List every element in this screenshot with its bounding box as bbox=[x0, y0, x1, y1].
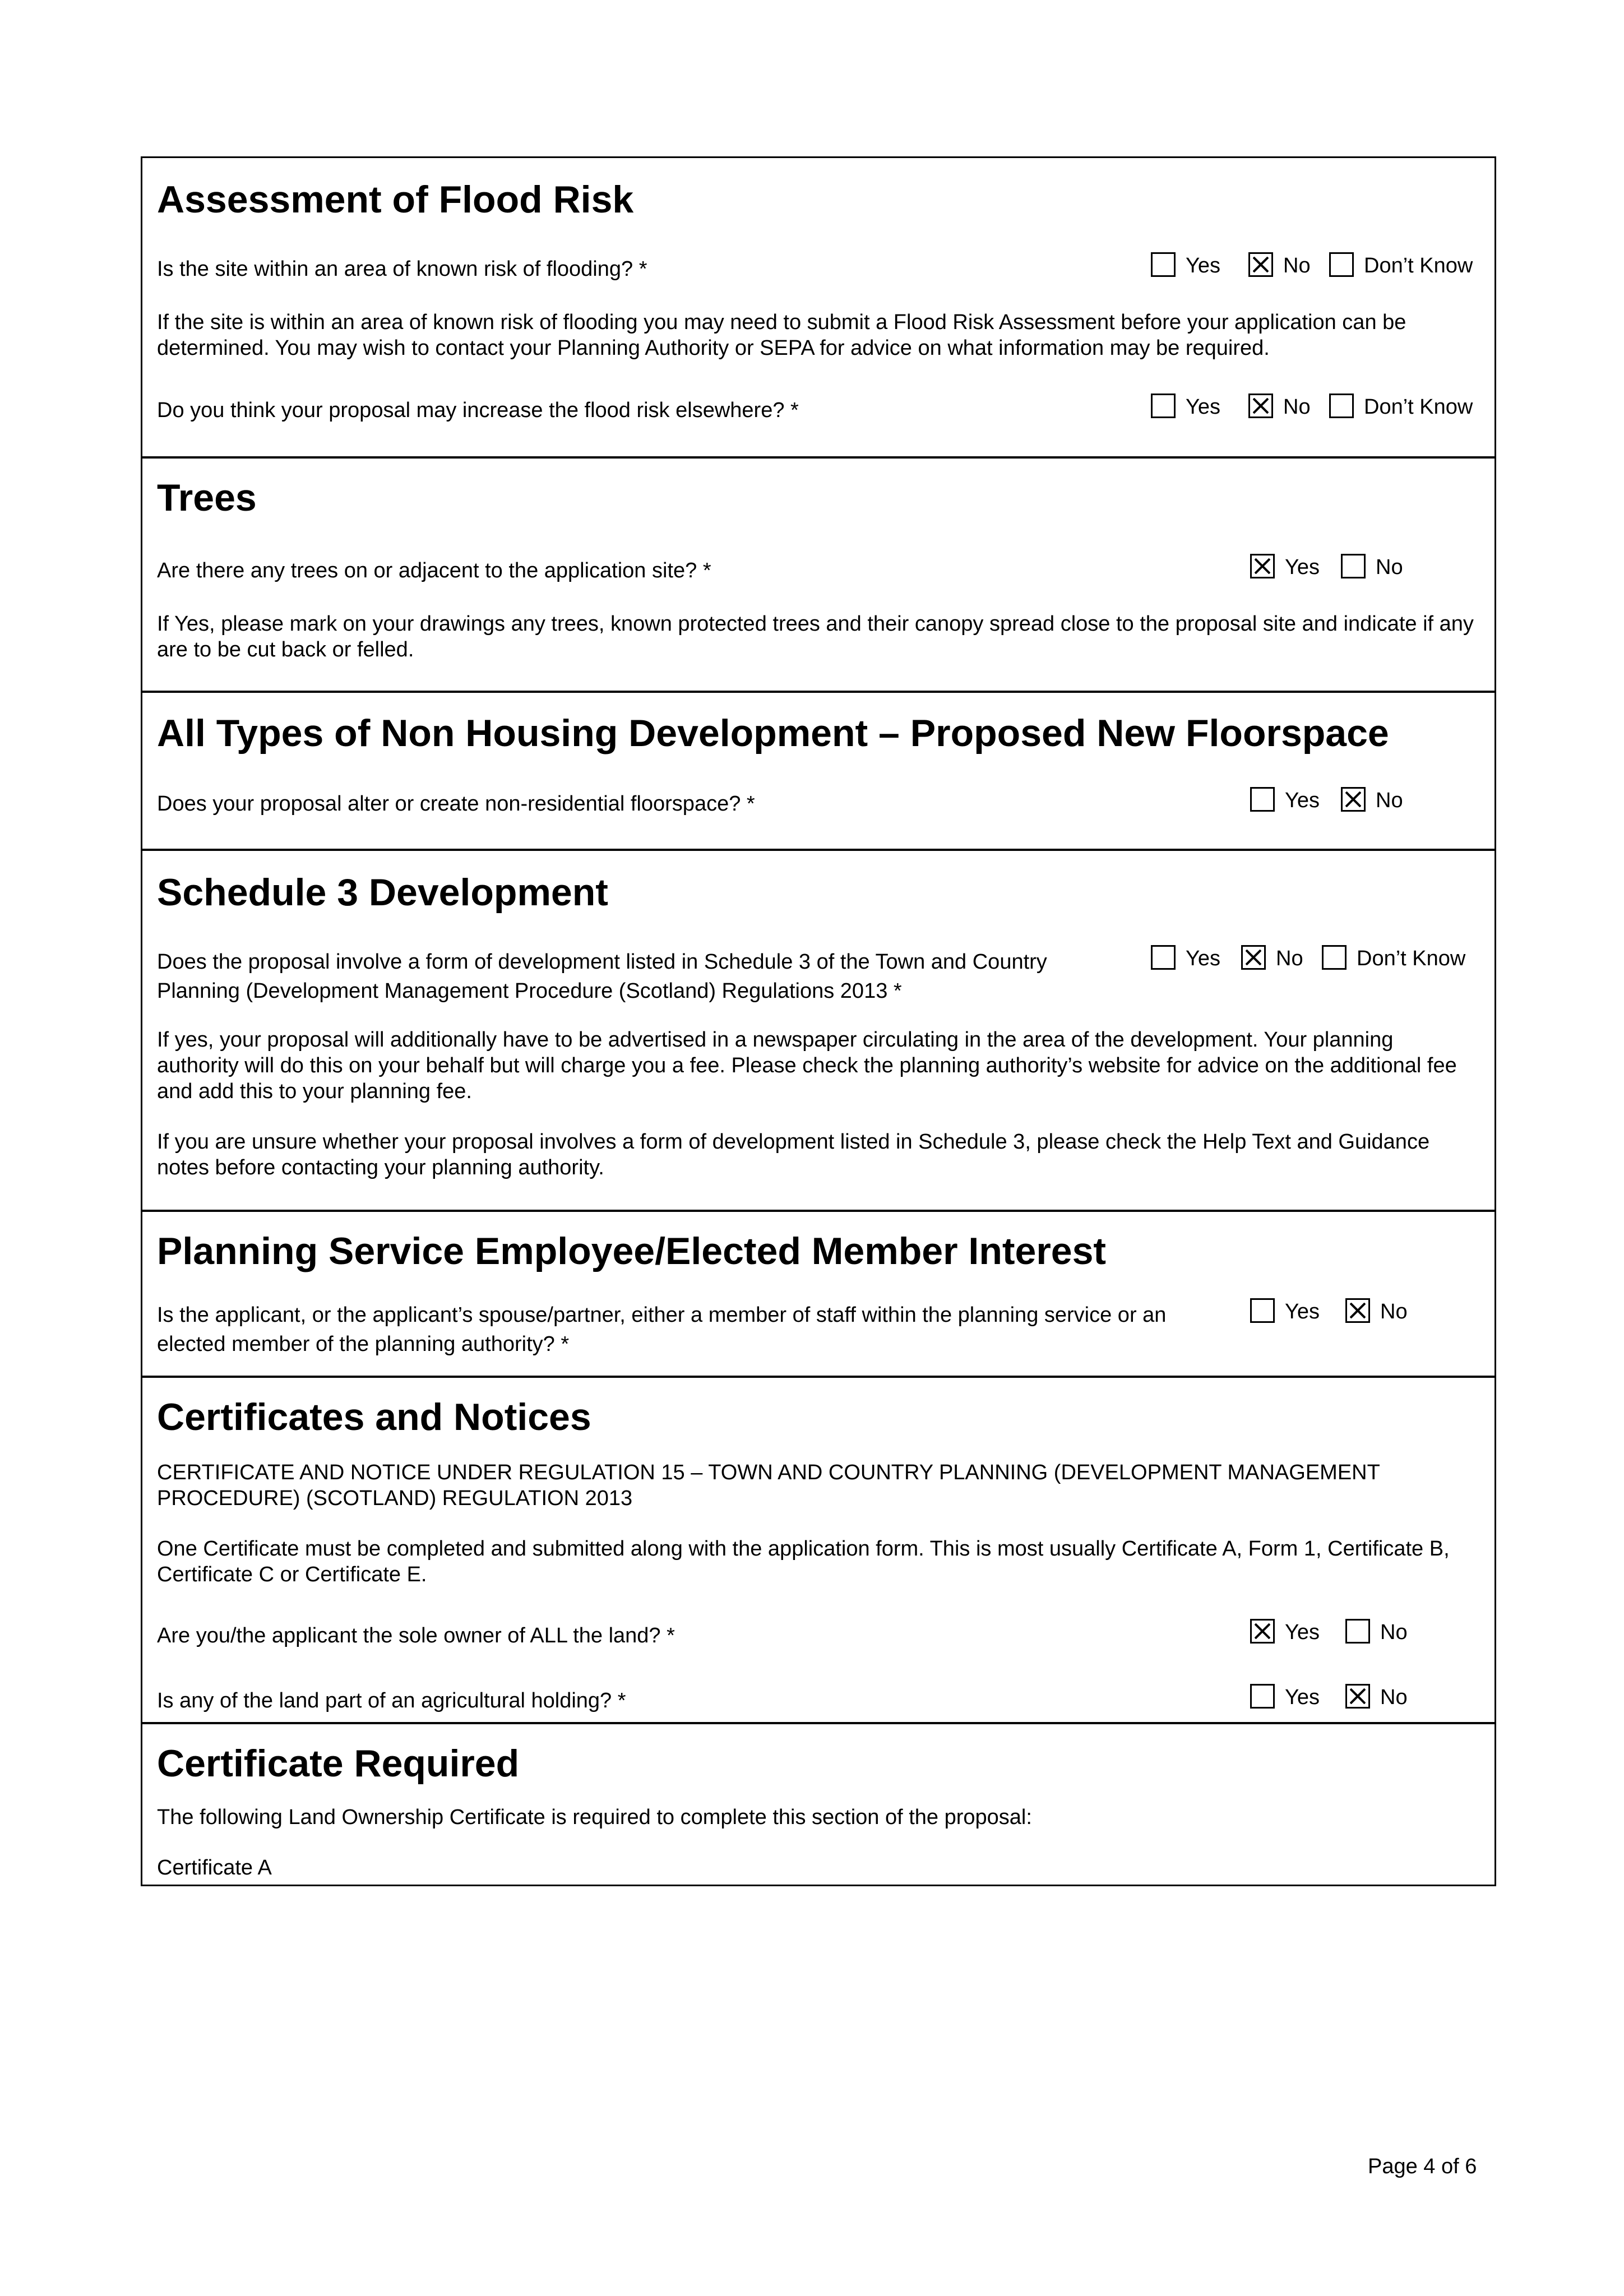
checkbox-no-checked[interactable] bbox=[1241, 945, 1266, 970]
option-no[interactable]: No bbox=[1241, 945, 1303, 970]
checkbox-yes[interactable] bbox=[1151, 252, 1176, 277]
option-yes[interactable]: Yes bbox=[1250, 1619, 1320, 1644]
section-title: All Types of Non Housing Development – Proposed New Floorspace bbox=[157, 712, 1389, 754]
checkbox-yes[interactable] bbox=[1250, 1684, 1275, 1709]
option-yes[interactable]: Yes bbox=[1151, 394, 1220, 418]
schedule-3-note-advertising: If yes, your proposal will additionally have to be advertised in a newspaper circulating in the area of the development. Your planning authority will do this on your behalf but will charge you a fee. Please check the planning authority’s website for advice on the additional fee and add this to your planning fee. bbox=[157, 1028, 1457, 1103]
checkbox-yes-checked[interactable] bbox=[1250, 1619, 1275, 1644]
section-certificates-notices bbox=[142, 1376, 1495, 1722]
checked-x-icon bbox=[1345, 791, 1361, 807]
option-dont-know[interactable]: Don’t Know bbox=[1329, 252, 1473, 277]
checkbox-no-checked[interactable] bbox=[1341, 787, 1366, 812]
option-no[interactable]: No bbox=[1248, 394, 1311, 418]
question-increase-flood-risk: Do you think your proposal may increase the flood risk elsewhere? * bbox=[157, 399, 799, 422]
question-non-residential-floorspace: Does your proposal alter or create non-residential floorspace? * bbox=[157, 792, 755, 816]
checked-x-icon bbox=[1255, 1623, 1270, 1639]
section-employee-member-interest bbox=[142, 1210, 1495, 1376]
certificate-note: One Certificate must be completed and submitted along with the application form. This is most usually Certificate A, Form 1, Certificate B, Certificate C or Certificate E. bbox=[157, 1537, 1450, 1586]
option-dont-know[interactable]: Don’t Know bbox=[1329, 394, 1473, 418]
checkbox-dont-know[interactable] bbox=[1329, 394, 1354, 418]
checkbox-yes[interactable] bbox=[1151, 394, 1176, 418]
checkbox-no[interactable] bbox=[1341, 554, 1366, 578]
option-yes[interactable]: Yes bbox=[1151, 252, 1220, 277]
checked-x-icon bbox=[1350, 1303, 1366, 1318]
option-yes[interactable]: Yes bbox=[1250, 554, 1320, 578]
certificate-required-note: The following Land Ownership Certificate is required to complete this section of the proposal: bbox=[157, 1806, 1032, 1829]
question-trees-on-site: Are there any trees on or adjacent to the application site? * bbox=[157, 559, 711, 582]
question-sole-owner: Are you/the applicant the sole owner of ALL the land? * bbox=[157, 1624, 675, 1647]
checkbox-dont-know[interactable] bbox=[1322, 945, 1347, 970]
section-trees bbox=[142, 456, 1495, 691]
required-certificate-value: Certificate A bbox=[157, 1856, 272, 1880]
option-dont-know[interactable]: Don’t Know bbox=[1322, 945, 1465, 970]
checked-x-icon bbox=[1255, 558, 1270, 574]
option-no[interactable]: No bbox=[1345, 1298, 1408, 1323]
checkbox-yes[interactable] bbox=[1151, 945, 1176, 970]
question-interest-line-1: Is the applicant, or the applicant’s spouse/partner, either a member of staff within the planning service or an bbox=[157, 1303, 1167, 1327]
checkbox-yes[interactable] bbox=[1250, 1298, 1275, 1323]
question-flood-risk-area: Is the site within an area of known risk of flooding? * bbox=[157, 257, 647, 281]
option-no[interactable]: No bbox=[1341, 554, 1403, 578]
option-yes[interactable]: Yes bbox=[1250, 787, 1320, 812]
section-title: Certificates and Notices bbox=[157, 1396, 591, 1438]
checked-x-icon bbox=[1246, 950, 1261, 965]
question-schedule-3-line-2: Planning (Development Management Procedure (Scotland) Regulations 2013 * bbox=[157, 979, 902, 1003]
option-no[interactable]: No bbox=[1345, 1684, 1408, 1709]
section-title: Trees bbox=[157, 476, 257, 519]
section-title: Assessment of Flood Risk bbox=[157, 178, 634, 221]
section-title: Schedule 3 Development bbox=[157, 871, 608, 914]
checkbox-no-checked[interactable] bbox=[1248, 252, 1273, 277]
certificate-regulation-heading: CERTIFICATE AND NOTICE UNDER REGULATION 15 – TOWN AND COUNTRY PLANNING (DEVELOPMENT MANAGEMENT PROCEDURE) (SCOTLAND) REGULATION 2013 bbox=[157, 1461, 1380, 1510]
option-yes[interactable]: Yes bbox=[1151, 945, 1220, 970]
question-interest-line-2: elected member of the planning authority? * bbox=[157, 1332, 570, 1356]
checkbox-yes-checked[interactable] bbox=[1250, 554, 1275, 578]
checked-x-icon bbox=[1350, 1688, 1366, 1704]
question-agricultural-holding: Is any of the land part of an agricultural holding? * bbox=[157, 1689, 626, 1712]
checkbox-no[interactable] bbox=[1345, 1619, 1370, 1644]
schedule-3-note-guidance: If you are unsure whether your proposal involves a form of development listed in Schedule 3, please check the Help Text and Guidance notes before contacting your planning authority. bbox=[157, 1130, 1430, 1179]
page-number: Page 4 of 6 bbox=[1368, 2155, 1477, 2178]
checkbox-yes[interactable] bbox=[1250, 787, 1275, 812]
section-title: Certificate Required bbox=[157, 1742, 520, 1785]
option-no[interactable]: No bbox=[1341, 787, 1403, 812]
trees-note: If Yes, please mark on your drawings any trees, known protected trees and their canopy spread close to the proposal site and indicate if any are to be cut back or felled. bbox=[157, 612, 1474, 661]
section-schedule-3 bbox=[142, 849, 1495, 1210]
application-form-page bbox=[141, 156, 1496, 1886]
section-non-housing-floorspace bbox=[142, 691, 1495, 849]
option-no[interactable]: No bbox=[1248, 252, 1311, 277]
section-title: Planning Service Employee/Elected Member Interest bbox=[157, 1230, 1107, 1272]
checkbox-no-checked[interactable] bbox=[1248, 394, 1273, 418]
section-certificate-required bbox=[142, 1722, 1495, 1885]
checkbox-no-checked[interactable] bbox=[1345, 1684, 1370, 1709]
checkbox-no-checked[interactable] bbox=[1345, 1298, 1370, 1323]
option-yes[interactable]: Yes bbox=[1250, 1298, 1320, 1323]
flood-risk-note: If the site is within an area of known risk of flooding you may need to submit a Flood Risk Assessment before your application can be determined. You may wish to contact your Planning Authority or SEPA for advice on what information may be required. bbox=[157, 311, 1406, 360]
section-flood-risk bbox=[142, 158, 1495, 456]
question-schedule-3-line-1: Does the proposal involve a form of development listed in Schedule 3 of the Town and Country bbox=[157, 950, 1047, 974]
checkbox-dont-know[interactable] bbox=[1329, 252, 1354, 277]
checked-x-icon bbox=[1253, 398, 1269, 414]
option-yes[interactable]: Yes bbox=[1250, 1684, 1320, 1709]
checked-x-icon bbox=[1253, 257, 1269, 272]
option-no[interactable]: No bbox=[1345, 1619, 1408, 1644]
